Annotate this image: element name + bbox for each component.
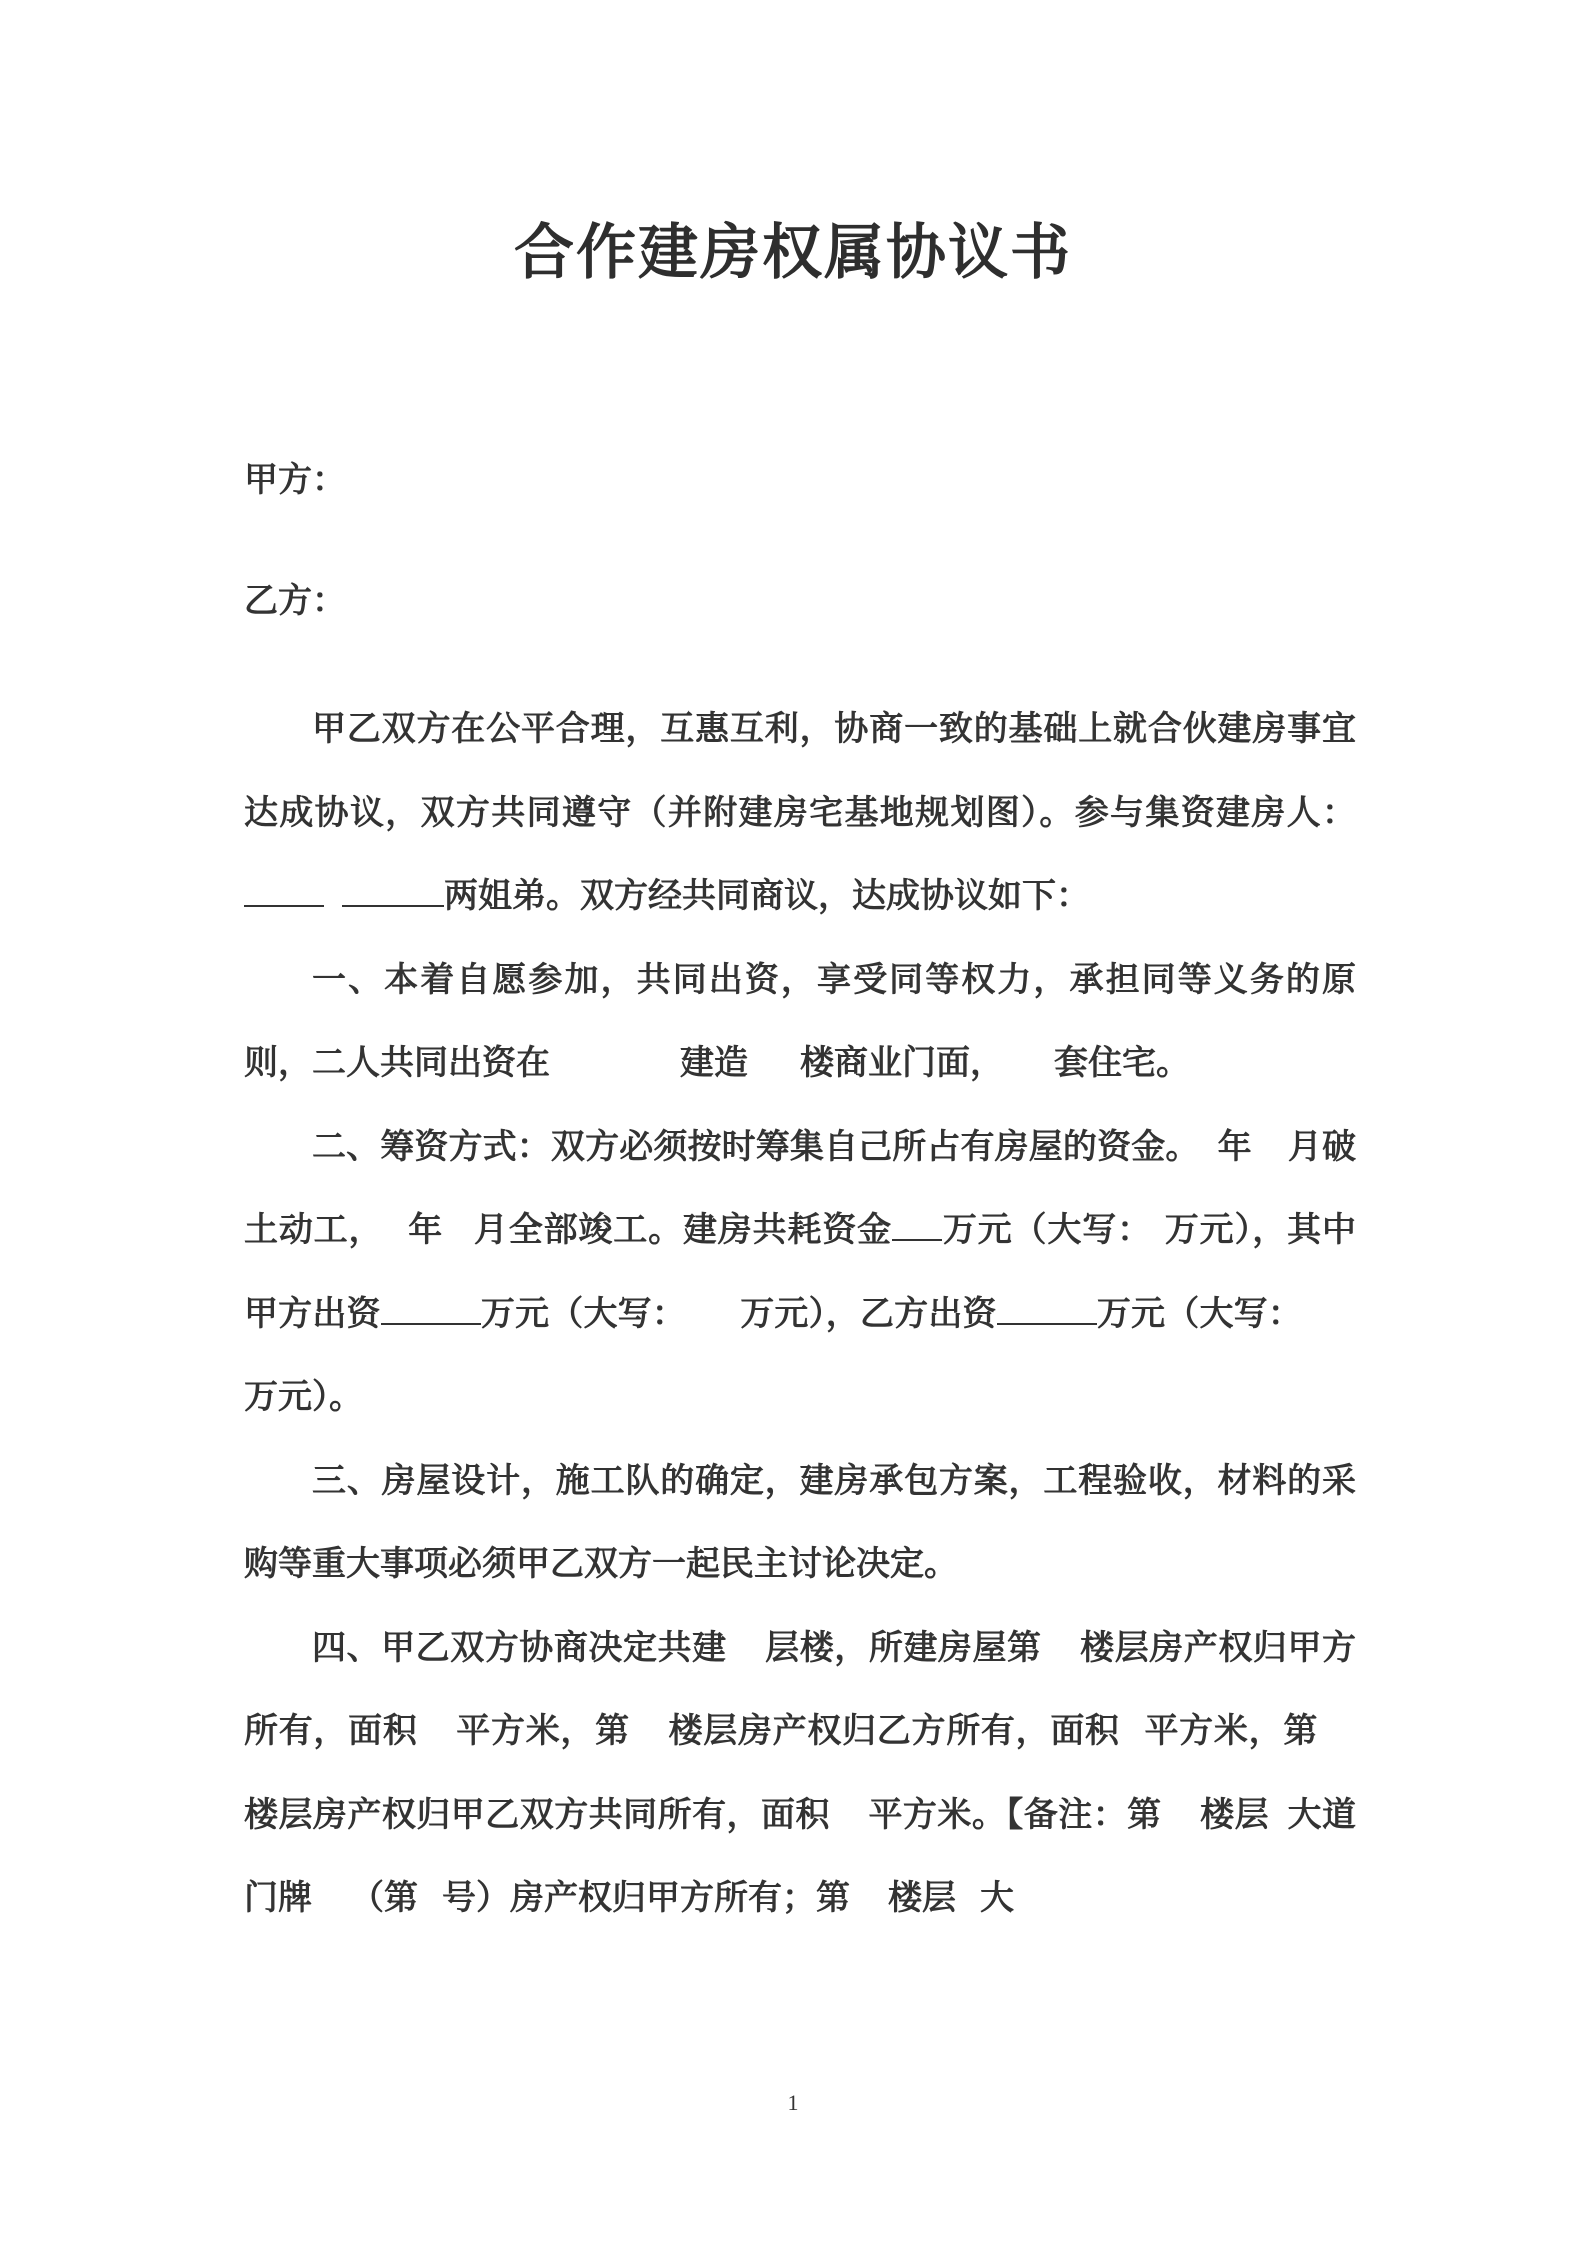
intro-paragraph bbox=[244, 688, 1356, 939]
intro-text-2: 两姐弟。双方经共同商议，达成协议如下： bbox=[444, 876, 1090, 916]
page-number: 1 bbox=[787, 2090, 799, 2115]
party-a-label: 甲方： bbox=[244, 460, 346, 500]
document-title: 合作建房权属协议书 bbox=[514, 218, 1072, 288]
clause-1: 一、本着自愿参加，共同出资，享受同等权力，承担同等义务的原则，二人共同出资在 建造 楼商业门面， 套住宅。 bbox=[244, 959, 1356, 1083]
participant-name-blank-1 bbox=[244, 871, 324, 907]
party-a-contribution-blank bbox=[381, 1289, 481, 1325]
clause-4: 四、甲乙双方协商决定共建 层楼，所建房屋第 楼层房产权归甲方所有，面积 平方米，第 楼层房产权归乙方所有，面积 平方米，第楼层房产权归甲乙双方共同所有，面积 平方米。【备注：第 楼层 大道门牌 （第 号）房产权归甲方所有；第 楼层 大 bbox=[244, 1627, 1357, 1918]
agreement-body bbox=[244, 688, 1356, 1941]
party-b-label: 乙方： bbox=[244, 581, 346, 621]
participant-name-blank-2 bbox=[342, 871, 444, 907]
total-cost-blank bbox=[892, 1205, 942, 1241]
clause-3: 三、房屋设计，施工队的确定，建房承包方案，工程验收，材料的采购等重大事项必须甲乙双方一起民主讨论决定。 bbox=[244, 1460, 1356, 1584]
clause-2: 二、筹资方式：双方必须按时筹集自己所占有房屋的资金。 年 月破土动工， 年 月全部竣工。建房共耗资金 万元（大写： 万元），其中甲方出资 万元（大写： 万元），乙方出资 万元（大写：万元）。 bbox=[244, 1126, 1357, 1417]
party-b-contribution-blank bbox=[997, 1289, 1097, 1325]
intro-text-1: 甲乙双方在公平合理，互惠互利，协商一致的基础上就合伙建房事宜达成协议，双方共同遵守（并附建房宅基地规划图）。参与集资建房人： bbox=[244, 709, 1356, 833]
